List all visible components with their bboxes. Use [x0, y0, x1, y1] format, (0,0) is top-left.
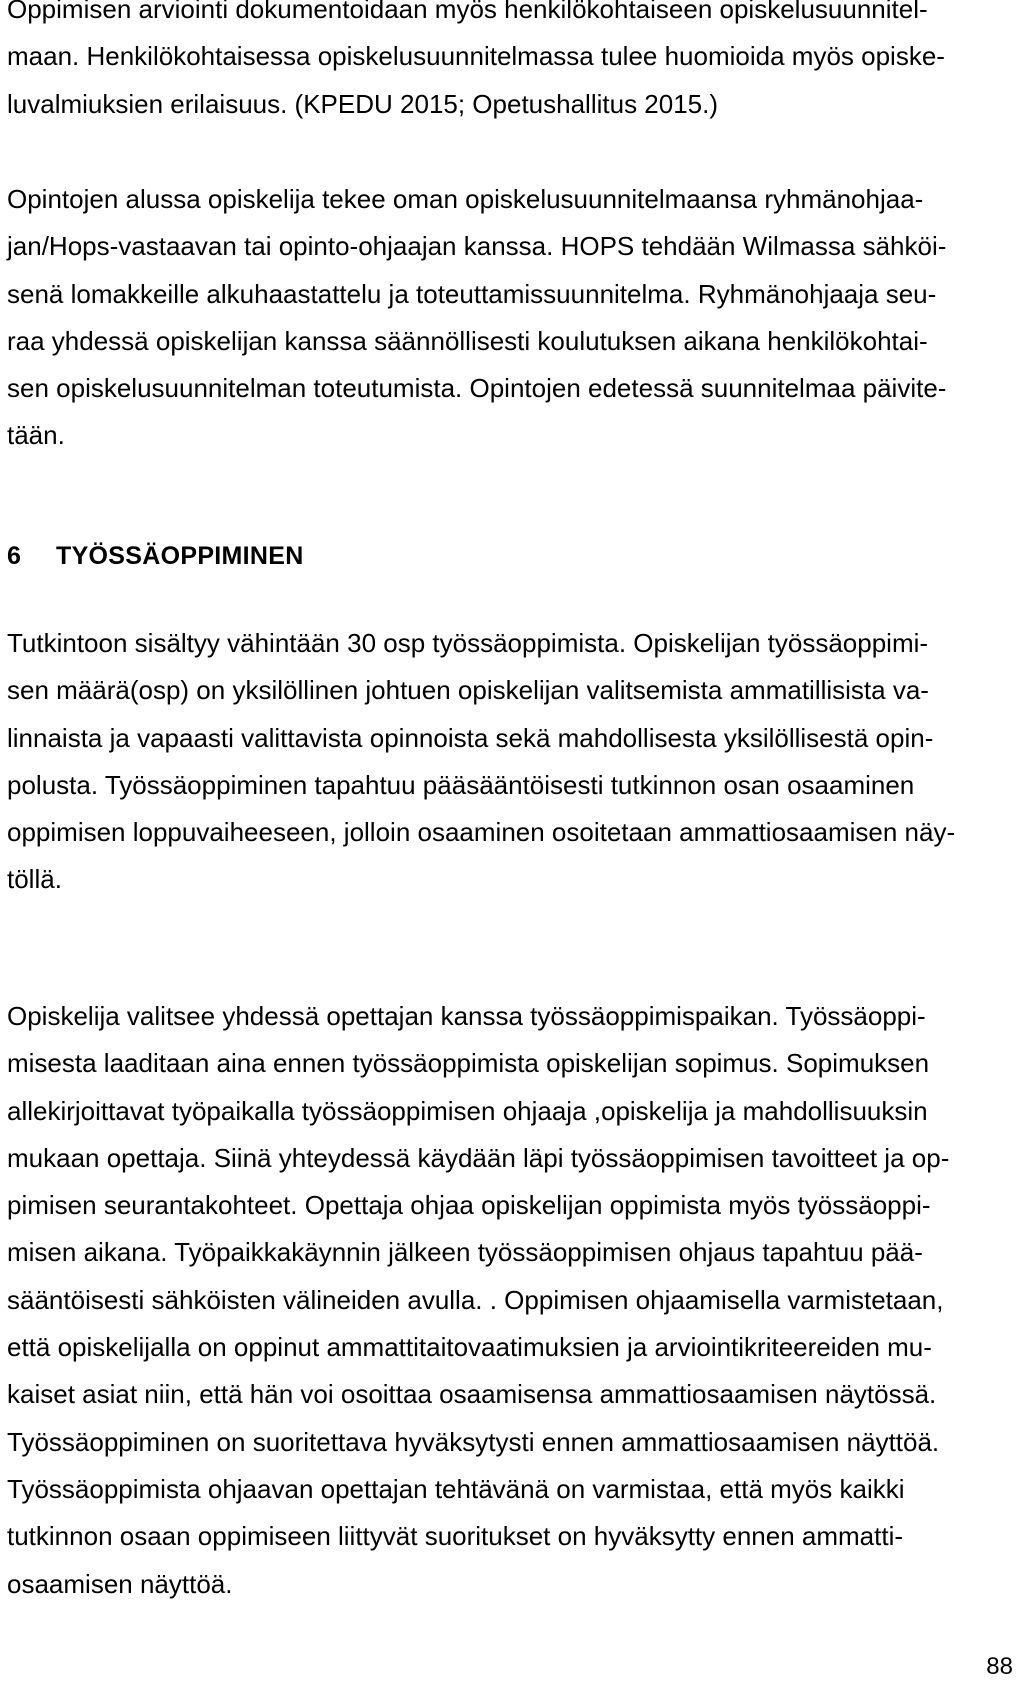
section-number: 6	[7, 542, 22, 570]
section-heading	[7, 542, 304, 571]
section-title: TYÖSSÄOPPIMINEN	[56, 542, 304, 570]
paragraph-workplace-learning-process: Opiskelija valitsee yhdessä opettajan kanssa työssäoppimispaikan. Työssäoppi- misesta laaditaan aina ennen työssäoppimista opiskelijan sopimus. Sopimuksen allekirjoittavat työpaikalla työssäoppimisen ohjaaja ,opiskelija ja mahdollisuuksin mukaan opettaja. Siinä yhteydessä käydään läpi työssäoppimisen tavoitteet ja op- pimisen seurantakohteet. Opettaja ohjaa opiskelijan oppimista myös työssäoppi- misen aikana. Työpaikkakäynnin jälkeen työssäoppimisen ohjaus tapahtuu pää- sääntöisesti sähköisten välineiden avulla. . Oppimisen ohjaamisella varmistetaan, että opiskelijalla on oppinut ammattitaitovaatimuksien ja arviointikriteereiden mu- kaiset asiat niin, että hän voi osoittaa osaamisensa ammattiosaamisen näytössä. Työssäoppiminen on suoritettava hyväksytysti ennen ammattiosaamisen näyttöä. Työssäoppimista ohjaavan opettajan tehtävänä on varmistaa, että myös kaikki tutkinnon osaan oppimiseen liittyvät suoritukset on hyväksytty ennen ammatti- osaamisen näyttöä.	[7, 1001, 950, 1599]
page-number: 88	[986, 1653, 1013, 1680]
paragraph-workplace-learning-scope: Tutkintoon sisältyy vähintään 30 osp työssäoppimista. Opiskelijan työssäoppimi- sen määrä(osp) on yksilöllinen johtuen opiskelijan valitsemista ammatillisista va- linnaista ja vapaasti valittavista opinnoista sekä mahdollisesta yksilöllisestä opin- polusta. Työssäoppiminen tapahtuu pääsääntöisesti tutkinnon osan osaaminen oppimisen loppuvaiheeseen, jolloin osaaminen osoitetaan ammattiosaamisen näy- töllä.	[7, 628, 956, 895]
paragraph-study-plan: Opintojen alussa opiskelija tekee oman opiskelusuunnitelmaansa ryhmänohjaa- jan/Hops-vastaavan tai opinto-ohjaajan kanssa. HOPS tehdään Wilmassa sähköi- senä lomakkeille alkuhaastattelu ja toteuttamissuunnitelma. Ryhmänohjaaja seu- raa yhdessä opiskelijan kanssa säännöllisesti koulutuksen aikana henkilökohtai- sen opiskelusuunnitelman toteutumista. Opintojen edetessä suunnitelmaa päivite- tään.	[7, 184, 947, 451]
paragraph-assessment-documentation: Oppimisen arviointi dokumentoidaan myös henkilökohtaiseen opiskelusuunnitel- maan. Henkilökohtaisessa opiskelusuunnitelmassa tulee huomioida myös opiske- luvalmiuksien erilaisuus. (KPEDU 2015; Opetushallitus 2015.)	[7, 0, 945, 119]
